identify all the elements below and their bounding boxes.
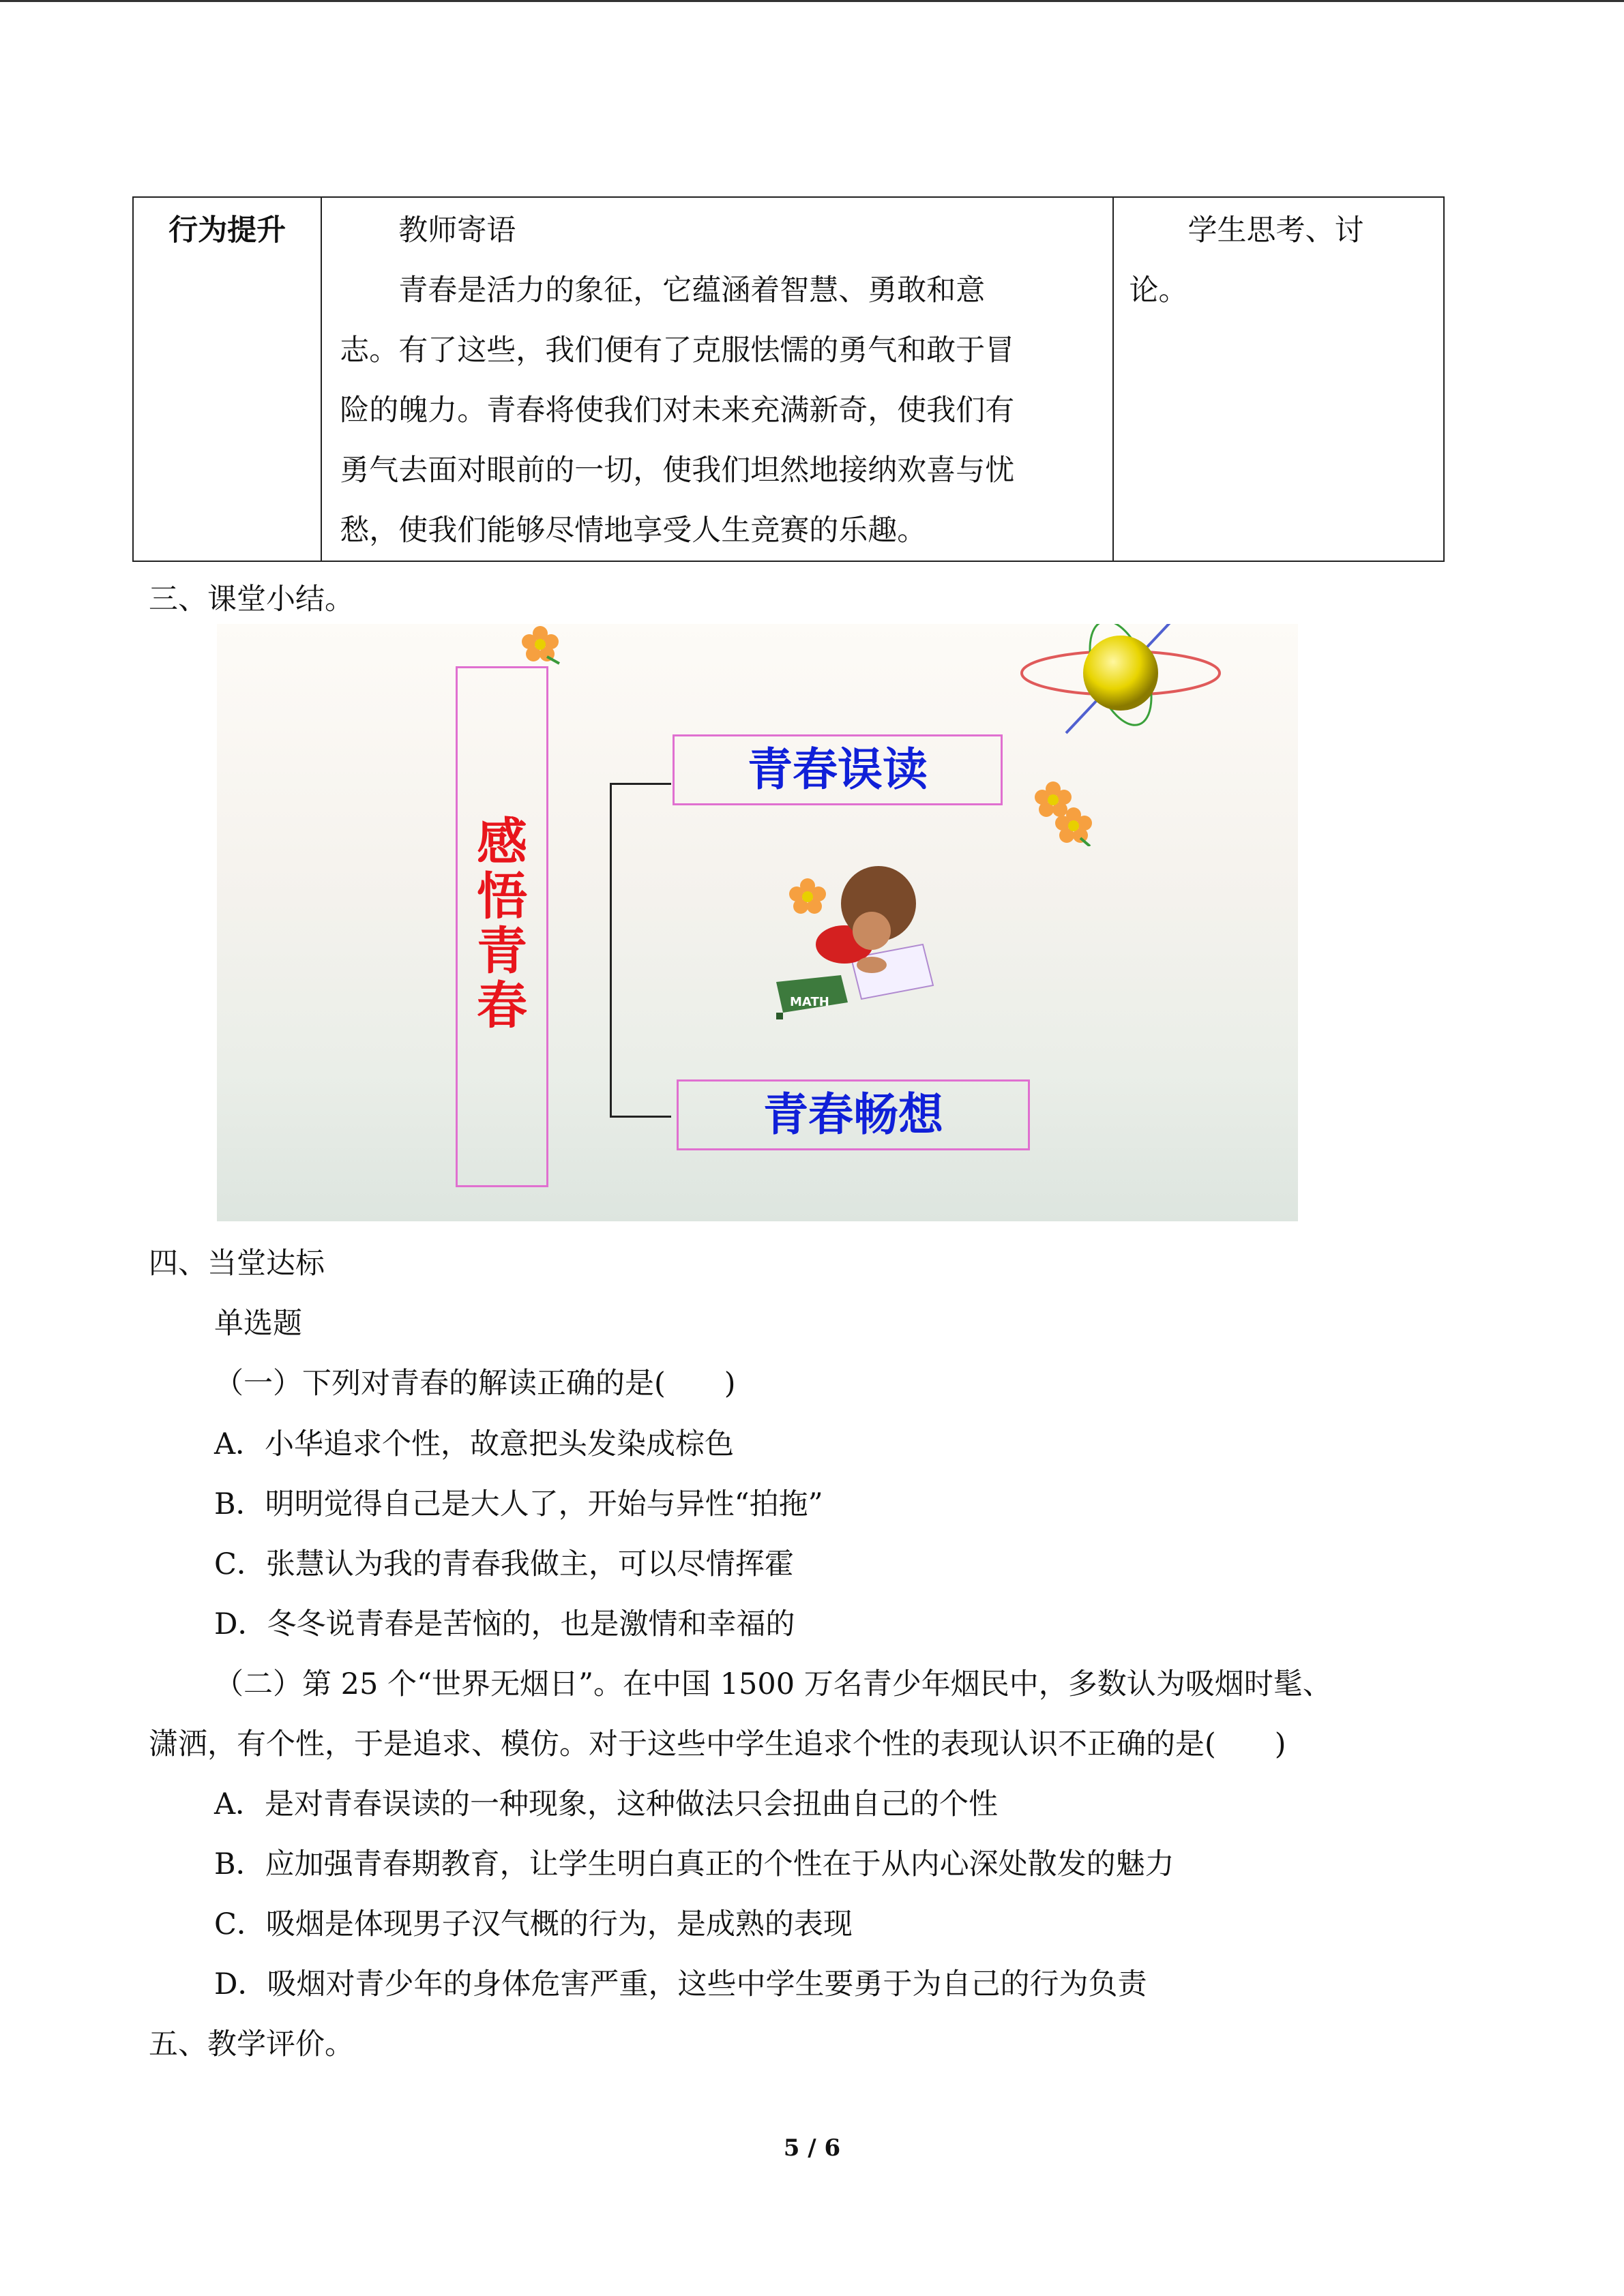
bracket-line xyxy=(610,1116,671,1118)
student-activity-cell xyxy=(1113,197,1444,561)
teacher-message-line: 愁，使我们能够尽情地享受人生竞赛的乐趣。 xyxy=(340,513,927,548)
page-number: 5 / 6 xyxy=(783,2134,841,2162)
page-top-rule xyxy=(0,0,1624,2)
table-row xyxy=(133,197,1444,561)
question-1-option-b: B．明明觉得自己是大人了，开始与异性“拍拖” xyxy=(214,1487,823,1521)
teacher-message-line: 险的魄力。青春将使我们对未来充满新奇，使我们有 xyxy=(340,393,1015,428)
student-activity-line: 学生思考、讨 xyxy=(1187,213,1364,248)
question-type-label: 单选题 xyxy=(214,1307,302,1341)
book-label: MATH xyxy=(790,995,829,1009)
bracket-line xyxy=(610,783,612,1118)
question-2-option-a: A．是对青春误读的一种现象，这种做法只会扭曲自己的个性 xyxy=(214,1787,999,1821)
branch-misreading-label: 青春误读 xyxy=(748,743,928,796)
question-1-option-a: A．小华追求个性，故意把头发染成棕色 xyxy=(214,1427,735,1461)
question-2-option-b: B．应加强青春期教育，让学生明白真正的个性在于从内心深处散发的魅力 xyxy=(214,1847,1175,1881)
question-2-option-c: C．吸烟是体现男子汉气概的行为，是成熟的表现 xyxy=(214,1907,853,1941)
row-header: 行为提升 xyxy=(168,213,286,248)
lesson-table xyxy=(132,196,1445,562)
question-2-stem-line-2: 潇洒，有个性，于是追求、模仿。对于这些中学生追求个性的表现认识不正确的是( ) xyxy=(149,1727,1286,1761)
teacher-message-title: 教师寄语 xyxy=(398,213,516,248)
teacher-message-line: 志。有了这些，我们便有了克服怯懦的勇气和敢于冒 xyxy=(340,333,1015,368)
flower-icon xyxy=(1053,805,1094,846)
teacher-message-line: 青春是活力的象征，它蕴涵着智慧、勇敢和意 xyxy=(398,273,986,308)
bracket-line xyxy=(610,783,671,785)
section-4-title: 四、当堂达标 xyxy=(149,1247,325,1281)
question-1-option-d: D．冬冬说青春是苦恼的，也是激情和幸福的 xyxy=(214,1607,795,1641)
teacher-message-cell xyxy=(321,197,1113,561)
row-header-cell xyxy=(133,197,321,561)
question-1-stem: （一）下列对青春的解读正确的是( ) xyxy=(214,1367,736,1401)
central-topic-label xyxy=(456,815,548,1033)
question-1-option-c: C．张慧认为我的青春我做主，可以尽情挥霍 xyxy=(214,1547,794,1581)
summary-slide-image xyxy=(217,624,1298,1221)
teacher-message-line: 勇气去面对眼前的一切，使我们坦然地接纳欢喜与忧 xyxy=(340,453,1015,488)
globe-icon xyxy=(1018,624,1223,740)
central-topic-text: 感悟青春 xyxy=(477,813,527,1035)
branch-imagination-box xyxy=(677,1079,1030,1150)
branch-misreading-box xyxy=(673,734,1003,805)
question-2-stem-line-1: （二）第 25 个“世界无烟日”。在中国 1500 万名青少年烟民中，多数认为吸烟时髦、 xyxy=(214,1667,1332,1701)
studying-child-icon xyxy=(769,856,947,1033)
question-2-option-d: D．吸烟对青少年的身体危害严重，这些中学生要勇于为自己的行为负责 xyxy=(214,1967,1147,2001)
section-5-title: 五、教学评价。 xyxy=(149,2027,354,2061)
student-activity-line: 论。 xyxy=(1129,273,1188,308)
section-3-title: 三、课堂小结。 xyxy=(149,582,354,616)
branch-imagination-label: 青春畅想 xyxy=(763,1088,943,1141)
flower-icon xyxy=(520,624,561,665)
